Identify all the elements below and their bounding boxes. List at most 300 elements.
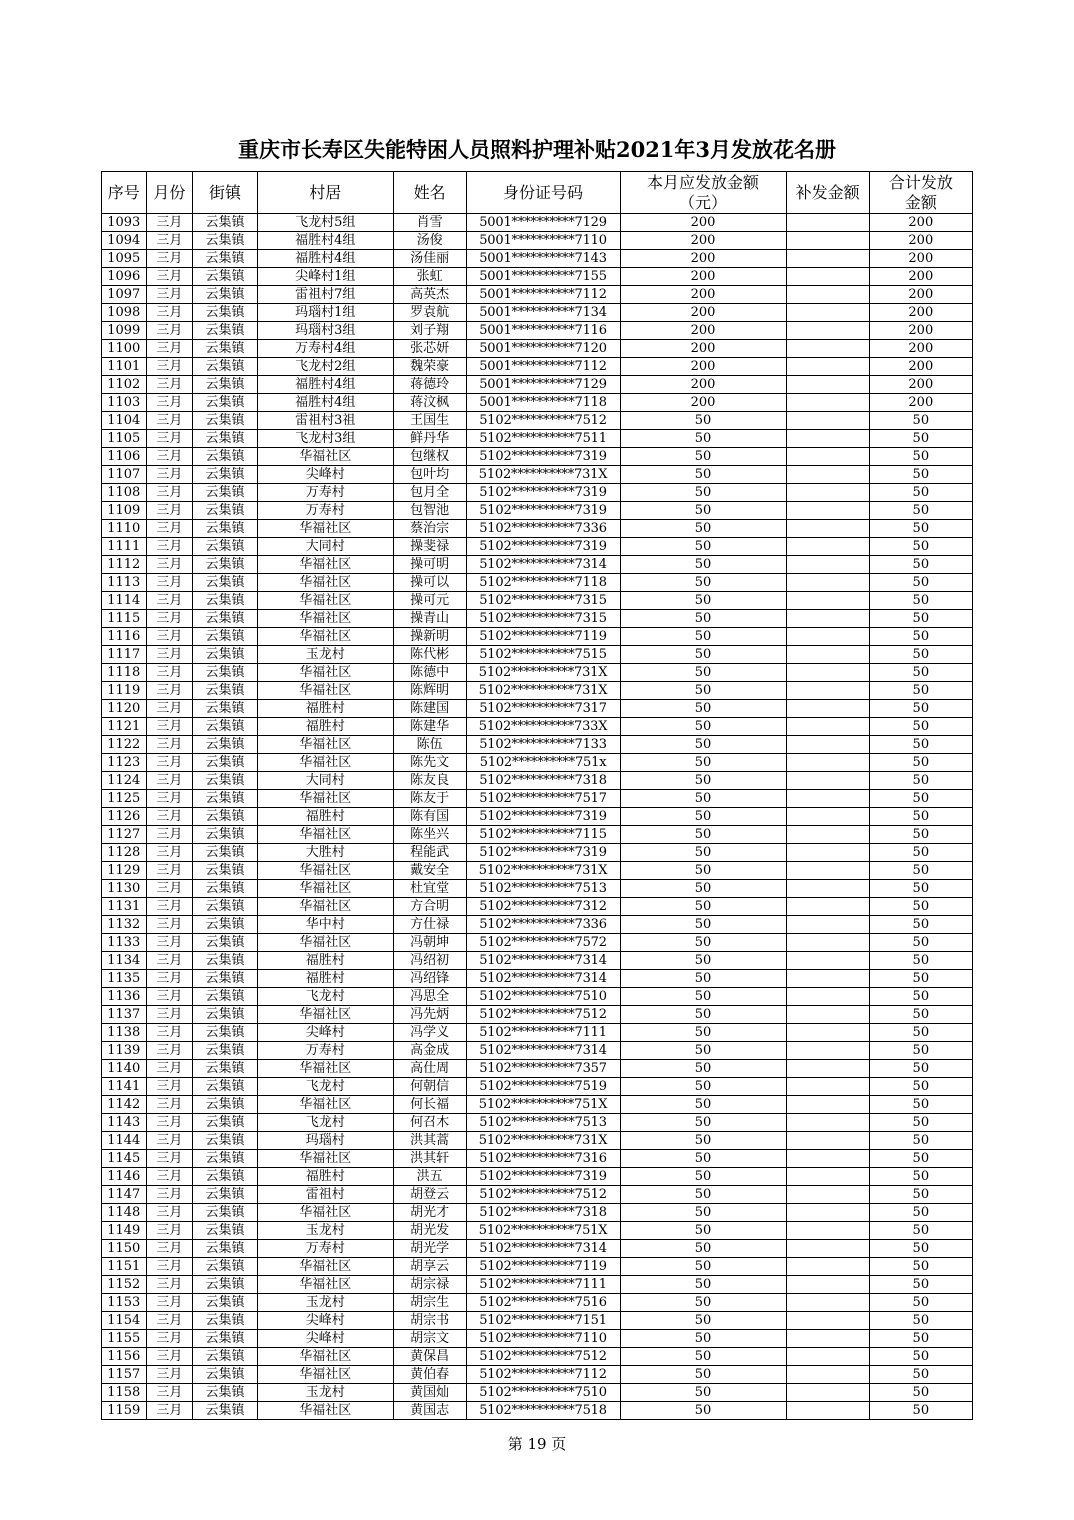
cell-seq: 1143 [102, 1114, 147, 1132]
table-row [102, 862, 973, 880]
table-row [102, 340, 973, 358]
cell-total: 50 [869, 412, 972, 430]
cell-town: 云集镇 [193, 916, 258, 934]
cell-total: 50 [869, 484, 972, 502]
cell-name: 程能武 [393, 844, 466, 862]
cell-village: 玛瑙村3组 [257, 322, 393, 340]
table-body [102, 214, 973, 1420]
cell-total: 50 [869, 1312, 972, 1330]
cell-seq: 1158 [102, 1384, 147, 1402]
cell-town: 云集镇 [193, 1060, 258, 1078]
cell-town: 云集镇 [193, 340, 258, 358]
cell-id-number: 5102**********7151 [466, 1312, 620, 1330]
cell-name: 操可元 [393, 592, 466, 610]
table-row [102, 1276, 973, 1294]
cell-supplement [786, 304, 869, 322]
cell-town: 云集镇 [193, 1114, 258, 1132]
cell-monthly-amount: 50 [620, 1096, 786, 1114]
cell-monthly-amount: 50 [620, 1078, 786, 1096]
cell-town: 云集镇 [193, 1222, 258, 1240]
cell-id-number: 5102**********7314 [466, 952, 620, 970]
cell-monthly-amount: 200 [620, 322, 786, 340]
cell-total: 50 [869, 988, 972, 1006]
cell-supplement [786, 1294, 869, 1312]
cell-town: 云集镇 [193, 1024, 258, 1042]
cell-name: 胡宗书 [393, 1312, 466, 1330]
cell-monthly-amount: 50 [620, 484, 786, 502]
cell-town: 云集镇 [193, 934, 258, 952]
cell-monthly-amount: 50 [620, 700, 786, 718]
cell-village: 华福社区 [257, 664, 393, 682]
table-row [102, 988, 973, 1006]
cell-supplement [786, 1186, 869, 1204]
roster-table [101, 171, 973, 1420]
cell-total: 50 [869, 1222, 972, 1240]
cell-supplement [786, 502, 869, 520]
cell-month: 三月 [146, 502, 193, 520]
cell-month: 三月 [146, 214, 193, 232]
table-row [102, 826, 973, 844]
cell-town: 云集镇 [193, 214, 258, 232]
cell-supplement [786, 1006, 869, 1024]
header-seq: 序号 [102, 172, 147, 214]
table-row [102, 250, 973, 268]
cell-month: 三月 [146, 484, 193, 502]
cell-seq: 1105 [102, 430, 147, 448]
page-title: 重庆市长寿区失能特困人员照料护理补贴2021年3月发放花名册 [237, 137, 837, 162]
cell-seq: 1154 [102, 1312, 147, 1330]
table-row [102, 736, 973, 754]
cell-id-number: 5102**********7115 [466, 826, 620, 844]
cell-total: 50 [869, 1168, 972, 1186]
cell-id-number: 5001**********7129 [466, 214, 620, 232]
cell-village: 华福社区 [257, 934, 393, 952]
cell-seq: 1115 [102, 610, 147, 628]
cell-monthly-amount: 50 [620, 1006, 786, 1024]
table-row [102, 1132, 973, 1150]
cell-town: 云集镇 [193, 1132, 258, 1150]
cell-name: 陈建华 [393, 718, 466, 736]
cell-monthly-amount: 50 [620, 1150, 786, 1168]
cell-monthly-amount: 50 [620, 1204, 786, 1222]
cell-total: 50 [869, 1330, 972, 1348]
cell-total: 50 [869, 430, 972, 448]
cell-seq: 1131 [102, 898, 147, 916]
cell-seq: 1100 [102, 340, 147, 358]
cell-name: 黄伯春 [393, 1366, 466, 1384]
cell-month: 三月 [146, 772, 193, 790]
cell-town: 云集镇 [193, 736, 258, 754]
cell-seq: 1121 [102, 718, 147, 736]
table-row [102, 610, 973, 628]
cell-supplement [786, 772, 869, 790]
cell-month: 三月 [146, 862, 193, 880]
table-row [102, 1294, 973, 1312]
cell-monthly-amount: 50 [620, 934, 786, 952]
cell-total: 50 [869, 682, 972, 700]
cell-monthly-amount: 50 [620, 1366, 786, 1384]
cell-monthly-amount: 200 [620, 340, 786, 358]
cell-total: 50 [869, 1276, 972, 1294]
cell-name: 戴安全 [393, 862, 466, 880]
cell-town: 云集镇 [193, 1042, 258, 1060]
cell-village: 华福社区 [257, 1276, 393, 1294]
cell-seq: 1118 [102, 664, 147, 682]
cell-village: 华福社区 [257, 1366, 393, 1384]
cell-town: 云集镇 [193, 1078, 258, 1096]
cell-village: 福胜村 [257, 952, 393, 970]
cell-seq: 1133 [102, 934, 147, 952]
cell-id-number: 5102**********7513 [466, 1114, 620, 1132]
cell-supplement [786, 538, 869, 556]
cell-month: 三月 [146, 1114, 193, 1132]
cell-month: 三月 [146, 754, 193, 772]
cell-total: 200 [869, 394, 972, 412]
cell-name: 操青山 [393, 610, 466, 628]
cell-name: 陈友于 [393, 790, 466, 808]
cell-total: 50 [869, 1060, 972, 1078]
cell-monthly-amount: 50 [620, 772, 786, 790]
cell-id-number: 5102**********751X [466, 1222, 620, 1240]
cell-name: 包叶均 [393, 466, 466, 484]
cell-seq: 1127 [102, 826, 147, 844]
cell-month: 三月 [146, 556, 193, 574]
cell-seq: 1138 [102, 1024, 147, 1042]
table-row [102, 1222, 973, 1240]
cell-monthly-amount: 50 [620, 826, 786, 844]
table-row [102, 1258, 973, 1276]
cell-village: 华福社区 [257, 790, 393, 808]
cell-town: 云集镇 [193, 574, 258, 592]
cell-total: 50 [869, 448, 972, 466]
cell-monthly-amount: 50 [620, 1330, 786, 1348]
cell-id-number: 5102**********733X [466, 718, 620, 736]
cell-village: 华福社区 [257, 1006, 393, 1024]
cell-supplement [786, 718, 869, 736]
cell-village: 万寿村 [257, 502, 393, 520]
cell-id-number: 5102**********7319 [466, 502, 620, 520]
cell-total: 50 [869, 1258, 972, 1276]
cell-name: 洪其轩 [393, 1150, 466, 1168]
cell-month: 三月 [146, 916, 193, 934]
cell-village: 福胜村4组 [257, 376, 393, 394]
cell-supplement [786, 1060, 869, 1078]
cell-town: 云集镇 [193, 376, 258, 394]
cell-month: 三月 [146, 1348, 193, 1366]
cell-seq: 1101 [102, 358, 147, 376]
table-row [102, 1096, 973, 1114]
cell-id-number: 5102**********7314 [466, 1042, 620, 1060]
table-row [102, 484, 973, 502]
cell-monthly-amount: 50 [620, 1168, 786, 1186]
cell-name: 陈辉明 [393, 682, 466, 700]
cell-seq: 1114 [102, 592, 147, 610]
cell-name: 杜宜堂 [393, 880, 466, 898]
cell-supplement [786, 700, 869, 718]
cell-id-number: 5001**********7116 [466, 322, 620, 340]
table-row [102, 1240, 973, 1258]
cell-name: 洪五 [393, 1168, 466, 1186]
cell-monthly-amount: 50 [620, 718, 786, 736]
cell-month: 三月 [146, 1006, 193, 1024]
cell-village: 玛瑙村 [257, 1132, 393, 1150]
cell-month: 三月 [146, 808, 193, 826]
cell-supplement [786, 232, 869, 250]
cell-supplement [786, 862, 869, 880]
cell-month: 三月 [146, 1312, 193, 1330]
cell-total: 50 [869, 1366, 972, 1384]
cell-total: 50 [869, 970, 972, 988]
cell-monthly-amount: 50 [620, 1240, 786, 1258]
cell-monthly-amount: 50 [620, 1294, 786, 1312]
table-row [102, 664, 973, 682]
cell-monthly-amount: 50 [620, 628, 786, 646]
cell-monthly-amount: 50 [620, 1060, 786, 1078]
table-row [102, 934, 973, 952]
cell-total: 50 [869, 1006, 972, 1024]
cell-name: 操可明 [393, 556, 466, 574]
cell-id-number: 5102**********7517 [466, 790, 620, 808]
cell-seq: 1103 [102, 394, 147, 412]
cell-id-number: 5001**********7112 [466, 286, 620, 304]
cell-total: 50 [869, 664, 972, 682]
cell-seq: 1098 [102, 304, 147, 322]
cell-name: 包月全 [393, 484, 466, 502]
cell-seq: 1123 [102, 754, 147, 772]
cell-supplement [786, 466, 869, 484]
cell-town: 云集镇 [193, 988, 258, 1006]
cell-monthly-amount: 50 [620, 556, 786, 574]
table-row [102, 844, 973, 862]
table-row [102, 718, 973, 736]
cell-month: 三月 [146, 1150, 193, 1168]
cell-village: 玉龙村 [257, 646, 393, 664]
cell-total: 50 [869, 538, 972, 556]
cell-id-number: 5102**********7111 [466, 1024, 620, 1042]
cell-village: 福胜村 [257, 808, 393, 826]
cell-total: 200 [869, 322, 972, 340]
cell-seq: 1134 [102, 952, 147, 970]
cell-supplement [786, 1402, 869, 1420]
cell-month: 三月 [146, 1294, 193, 1312]
cell-monthly-amount: 50 [620, 664, 786, 682]
cell-id-number: 5001**********7134 [466, 304, 620, 322]
cell-seq: 1147 [102, 1186, 147, 1204]
cell-seq: 1144 [102, 1132, 147, 1150]
cell-total: 50 [869, 1384, 972, 1402]
cell-total: 50 [869, 1204, 972, 1222]
cell-seq: 1157 [102, 1366, 147, 1384]
cell-name: 蔡治宗 [393, 520, 466, 538]
table-row [102, 574, 973, 592]
cell-monthly-amount: 50 [620, 448, 786, 466]
cell-name: 蒋德玲 [393, 376, 466, 394]
cell-total: 200 [869, 232, 972, 250]
cell-supplement [786, 1096, 869, 1114]
cell-month: 三月 [146, 520, 193, 538]
cell-village: 华福社区 [257, 628, 393, 646]
cell-village: 福胜村 [257, 718, 393, 736]
cell-supplement [786, 1258, 869, 1276]
cell-supplement [786, 322, 869, 340]
cell-month: 三月 [146, 574, 193, 592]
cell-monthly-amount: 50 [620, 880, 786, 898]
cell-village: 福胜村 [257, 1168, 393, 1186]
cell-town: 云集镇 [193, 862, 258, 880]
cell-monthly-amount: 50 [620, 1132, 786, 1150]
cell-seq: 1104 [102, 412, 147, 430]
cell-village: 华福社区 [257, 1402, 393, 1420]
cell-seq: 1113 [102, 574, 147, 592]
cell-month: 三月 [146, 844, 193, 862]
cell-month: 三月 [146, 826, 193, 844]
cell-supplement [786, 844, 869, 862]
table-row [102, 538, 973, 556]
cell-monthly-amount: 50 [620, 682, 786, 700]
cell-seq: 1096 [102, 268, 147, 286]
cell-supplement [786, 1276, 869, 1294]
cell-name: 何长福 [393, 1096, 466, 1114]
cell-name: 鲜丹华 [393, 430, 466, 448]
cell-supplement [786, 268, 869, 286]
cell-seq: 1122 [102, 736, 147, 754]
cell-supplement [786, 952, 869, 970]
cell-town: 云集镇 [193, 1402, 258, 1420]
cell-village: 玛瑙村1组 [257, 304, 393, 322]
cell-village: 飞龙村3组 [257, 430, 393, 448]
cell-name: 方合明 [393, 898, 466, 916]
cell-name: 包智池 [393, 502, 466, 520]
cell-village: 福胜村4组 [257, 232, 393, 250]
cell-monthly-amount: 200 [620, 232, 786, 250]
cell-name: 胡登云 [393, 1186, 466, 1204]
header-town: 街镇 [193, 172, 258, 214]
cell-village: 万寿村 [257, 484, 393, 502]
cell-village: 大同村 [257, 538, 393, 556]
cell-seq: 1111 [102, 538, 147, 556]
cell-month: 三月 [146, 952, 193, 970]
cell-id-number: 5102**********7319 [466, 448, 620, 466]
cell-name: 操斐禄 [393, 538, 466, 556]
cell-month: 三月 [146, 1366, 193, 1384]
cell-town: 云集镇 [193, 412, 258, 430]
cell-name: 高仕周 [393, 1060, 466, 1078]
cell-seq: 1125 [102, 790, 147, 808]
cell-village: 玉龙村 [257, 1294, 393, 1312]
cell-month: 三月 [146, 1276, 193, 1294]
table-row [102, 466, 973, 484]
cell-month: 三月 [146, 700, 193, 718]
cell-village: 华福社区 [257, 1150, 393, 1168]
cell-town: 云集镇 [193, 1006, 258, 1024]
table-row [102, 808, 973, 826]
cell-monthly-amount: 50 [620, 844, 786, 862]
cell-month: 三月 [146, 628, 193, 646]
cell-supplement [786, 430, 869, 448]
cell-supplement [786, 754, 869, 772]
cell-total: 50 [869, 646, 972, 664]
cell-supplement [786, 628, 869, 646]
cell-supplement [786, 286, 869, 304]
cell-month: 三月 [146, 268, 193, 286]
cell-id-number: 5102**********7518 [466, 1402, 620, 1420]
table-row [102, 1042, 973, 1060]
header-month: 月份 [146, 172, 193, 214]
cell-village: 福胜村 [257, 970, 393, 988]
cell-village: 雷祖村3祖 [257, 412, 393, 430]
table-row [102, 1312, 973, 1330]
cell-month: 三月 [146, 880, 193, 898]
cell-supplement [786, 592, 869, 610]
cell-seq: 1141 [102, 1078, 147, 1096]
cell-id-number: 5102**********7512 [466, 412, 620, 430]
cell-monthly-amount: 50 [620, 970, 786, 988]
cell-name: 陈伍 [393, 736, 466, 754]
cell-name: 陈德中 [393, 664, 466, 682]
cell-supplement [786, 826, 869, 844]
cell-monthly-amount: 50 [620, 988, 786, 1006]
cell-name: 高金成 [393, 1042, 466, 1060]
header-total [869, 172, 972, 214]
header-id-number: 身份证号码 [466, 172, 620, 214]
cell-supplement [786, 1222, 869, 1240]
cell-id-number: 5102**********731X [466, 466, 620, 484]
cell-town: 云集镇 [193, 772, 258, 790]
cell-total: 200 [869, 340, 972, 358]
cell-total: 50 [869, 790, 972, 808]
cell-supplement [786, 610, 869, 628]
cell-month: 三月 [146, 1222, 193, 1240]
cell-id-number: 5102**********7318 [466, 1204, 620, 1222]
cell-town: 云集镇 [193, 1384, 258, 1402]
cell-town: 云集镇 [193, 664, 258, 682]
cell-id-number: 5102**********7336 [466, 520, 620, 538]
cell-month: 三月 [146, 898, 193, 916]
cell-total: 50 [869, 826, 972, 844]
cell-total: 50 [869, 466, 972, 484]
cell-name: 蒋汶枫 [393, 394, 466, 412]
cell-month: 三月 [146, 934, 193, 952]
cell-month: 三月 [146, 1186, 193, 1204]
cell-id-number: 5102**********7314 [466, 970, 620, 988]
cell-name: 方仕禄 [393, 916, 466, 934]
cell-supplement [786, 250, 869, 268]
cell-id-number: 5102**********7336 [466, 916, 620, 934]
cell-id-number: 5102**********7510 [466, 988, 620, 1006]
cell-name: 陈有国 [393, 808, 466, 826]
cell-supplement [786, 1042, 869, 1060]
cell-monthly-amount: 50 [620, 790, 786, 808]
cell-id-number: 5102**********7112 [466, 1366, 620, 1384]
table-row [102, 700, 973, 718]
cell-id-number: 5102**********7512 [466, 1186, 620, 1204]
cell-total: 50 [869, 718, 972, 736]
cell-supplement [786, 1384, 869, 1402]
cell-total: 200 [869, 214, 972, 232]
cell-total: 50 [869, 952, 972, 970]
cell-month: 三月 [146, 970, 193, 988]
cell-total: 50 [869, 1294, 972, 1312]
cell-total: 50 [869, 520, 972, 538]
cell-seq: 1102 [102, 376, 147, 394]
cell-month: 三月 [146, 1078, 193, 1096]
cell-town: 云集镇 [193, 268, 258, 286]
cell-town: 云集镇 [193, 610, 258, 628]
cell-id-number: 5102**********7317 [466, 700, 620, 718]
cell-month: 三月 [146, 1402, 193, 1420]
cell-seq: 1099 [102, 322, 147, 340]
cell-supplement [786, 1078, 869, 1096]
